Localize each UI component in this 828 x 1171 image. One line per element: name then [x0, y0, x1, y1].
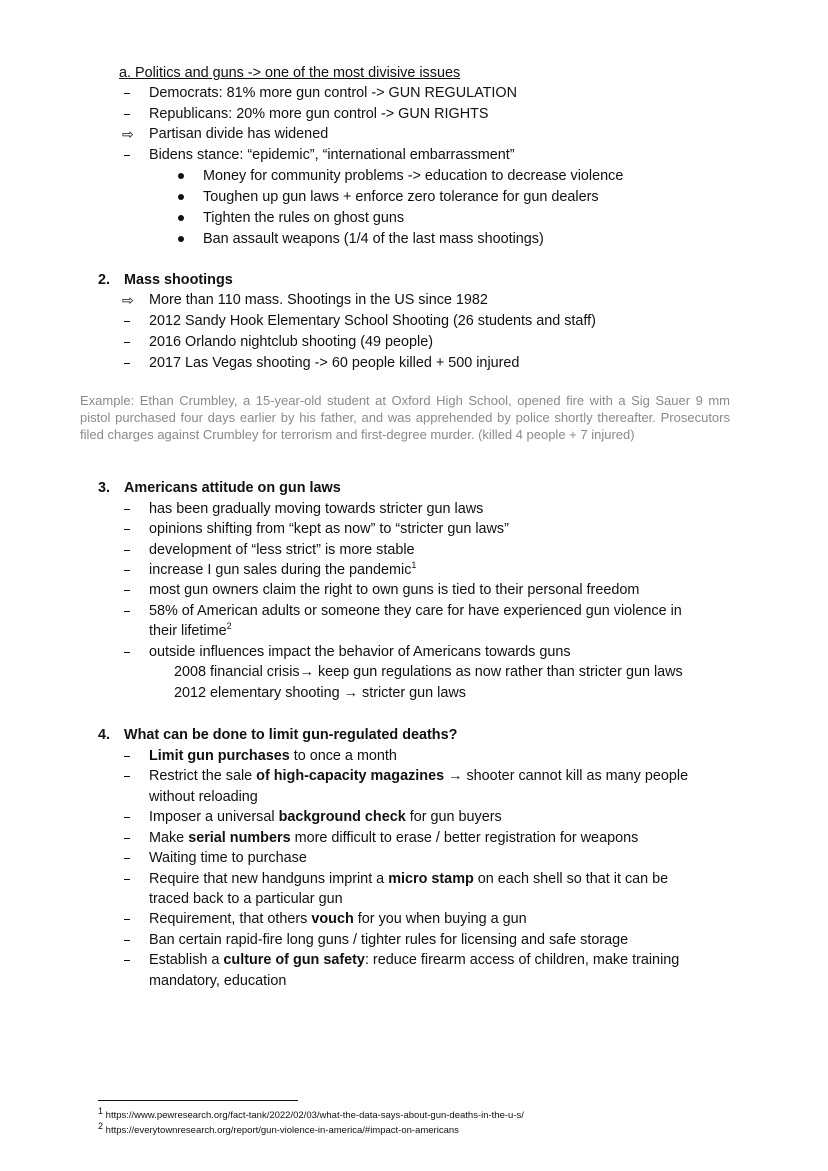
footnote-ref: 1: [411, 560, 417, 571]
list-item: 2012 Sandy Hook Elementary School Shooting (26 students and staff): [149, 313, 596, 329]
dash-marker: [124, 940, 130, 941]
footnote-link[interactable]: https://www.pewresearch.org/fact-tank/2022/02/03/what-the-data-says-about-gun-deaths-in-the-u-s/: [103, 1110, 524, 1121]
bullet-marker: [178, 236, 184, 242]
list-item: 58% of American adults or someone they care for have experienced gun violence in: [149, 603, 682, 619]
dash-marker: [124, 363, 130, 364]
list-item: More than 110 mass. Shootings in the US since 1982: [149, 292, 488, 308]
list-item: 2017 Las Vegas shooting -> 60 people killed + 500 injured: [149, 355, 520, 371]
section-number: 3.: [98, 480, 111, 496]
dash-marker: [124, 321, 130, 322]
example-paragraph: Example: Ethan Crumbley, a 15-year-old student at Oxford High School, opened fire with a Sig Sauer 9 mm pistol purchased four days earlier by his father, and was apprehended by police shortly thereafter. Prosecutors filed charges against Crumbley for terrorism and first-degree murder. (killed 4 people + 7 injured): [80, 393, 730, 442]
section-4-heading: What can be done to limit gun-regulated deaths?: [124, 727, 458, 743]
dash-marker: [124, 776, 130, 777]
arrow-right-icon: ⇨: [122, 126, 134, 142]
dash-marker: [124, 817, 130, 818]
bullet-marker: [178, 215, 184, 221]
footnote-divider: [98, 1100, 298, 1101]
dash-marker: [124, 611, 130, 612]
section-number: 4.: [98, 727, 111, 743]
list-item: Money for community problems -> education to decrease violence: [203, 168, 624, 184]
footnote: $^1$ https://www.pewresearch.org/fact-tank/2022/02/03/what-the-data-says-about-gun-deaths-in-the-u-s/: [98, 1105, 524, 1121]
arrow-right-icon: ⇨: [122, 292, 134, 308]
section-number: 2.: [98, 272, 111, 288]
list-item-continuation: without reloading: [149, 789, 258, 805]
dash-marker: [124, 529, 130, 530]
dash-marker: [124, 570, 130, 571]
list-item: Toughen up gun laws + enforce zero tolerance for gun dealers: [203, 189, 599, 205]
section-3-heading: Americans attitude on gun laws: [124, 480, 341, 496]
list-item: Bidens stance: “epidemic”, “international embarrassment”: [149, 147, 515, 163]
dash-marker: [124, 858, 130, 859]
footnote-link[interactable]: https://everytownresearch.org/report/gun-violence-in-america/#impact-on-americans: [103, 1125, 459, 1136]
arrow-right-icon: →: [343, 685, 358, 701]
list-item: most gun owners claim the right to own guns is tied to their personal freedom: [149, 582, 640, 598]
list-item: Establish a culture of gun safety: reduce firearm access of children, make training: [149, 952, 680, 968]
list-item: Require that new handguns imprint a micro stamp on each shell so that it can be: [149, 871, 669, 887]
bullet-marker: [178, 173, 184, 179]
dash-marker: [124, 509, 130, 510]
dash-marker: [124, 756, 130, 757]
list-item: Imposer a universal background check for gun buyers: [149, 809, 502, 825]
dash-marker: [124, 838, 130, 839]
footnote: $^2$ https://everytownresearch.org/report/gun-violence-in-america/#impact-on-americans: [98, 1120, 459, 1136]
list-item: increase I gun sales during the pandemic$^1$: [149, 560, 417, 578]
dash-marker: [124, 590, 130, 591]
list-item: Tighten the rules on ghost guns: [203, 210, 405, 226]
list-item: Limit gun purchases to once a month: [149, 748, 397, 764]
list-item: opinions shifting from “kept as now” to “stricter gun laws”: [149, 521, 509, 537]
list-item: Republicans: 20% more gun control -> GUN RIGHTS: [149, 106, 489, 122]
dash-marker: [124, 342, 130, 343]
list-item: Democrats: 81% more gun control -> GUN REGULATION: [149, 85, 518, 101]
sub-item: 2012 elementary shooting → stricter gun laws: [174, 685, 466, 701]
list-item: Partisan divide has widened: [149, 126, 329, 142]
dash-marker: [124, 652, 130, 653]
list-item-continuation: mandatory, education: [149, 973, 287, 989]
dash-marker: [124, 919, 130, 920]
list-item: Waiting time to purchase: [149, 850, 307, 866]
dash-marker: [124, 879, 130, 880]
list-item: Restrict the sale of high-capacity magazines → shooter cannot kill as many people: [149, 768, 689, 784]
dash-marker: [124, 93, 130, 94]
list-item-continuation: their lifetime$^2$: [149, 621, 232, 639]
list-item: 2016 Orlando nightclub shooting (49 people): [149, 334, 434, 350]
section-a-heading: a. Politics and guns -> one of the most divisive issues: [119, 65, 461, 81]
section-2-heading: Mass shootings: [124, 272, 233, 288]
list-item: Make serial numbers more difficult to erase / better registration for weapons: [149, 830, 639, 846]
list-item: has been gradually moving towards stricter gun laws: [149, 501, 484, 517]
arrow-right-icon: →: [448, 768, 463, 784]
list-item: Requirement, that others vouch for you when buying a gun: [149, 911, 527, 927]
footnote-ref: 2: [226, 621, 232, 632]
list-item: Ban certain rapid-fire long guns / tighter rules for licensing and safe storage: [149, 932, 629, 948]
arrow-right-icon: →: [299, 664, 314, 680]
dash-marker: [124, 550, 130, 551]
dash-marker: [124, 960, 130, 961]
dash-marker: [124, 114, 130, 115]
list-item-continuation: traced back to a particular gun: [149, 891, 343, 907]
sub-item: 2008 financial crisis→ keep gun regulations as now rather than stricter gun laws: [174, 664, 683, 680]
list-item: development of “less strict” is more stable: [149, 542, 415, 558]
list-item: outside influences impact the behavior of Americans towards guns: [149, 644, 571, 660]
list-item: Ban assault weapons (1/4 of the last mass shootings): [203, 231, 544, 247]
bullet-marker: [178, 194, 184, 200]
dash-marker: [124, 155, 130, 156]
